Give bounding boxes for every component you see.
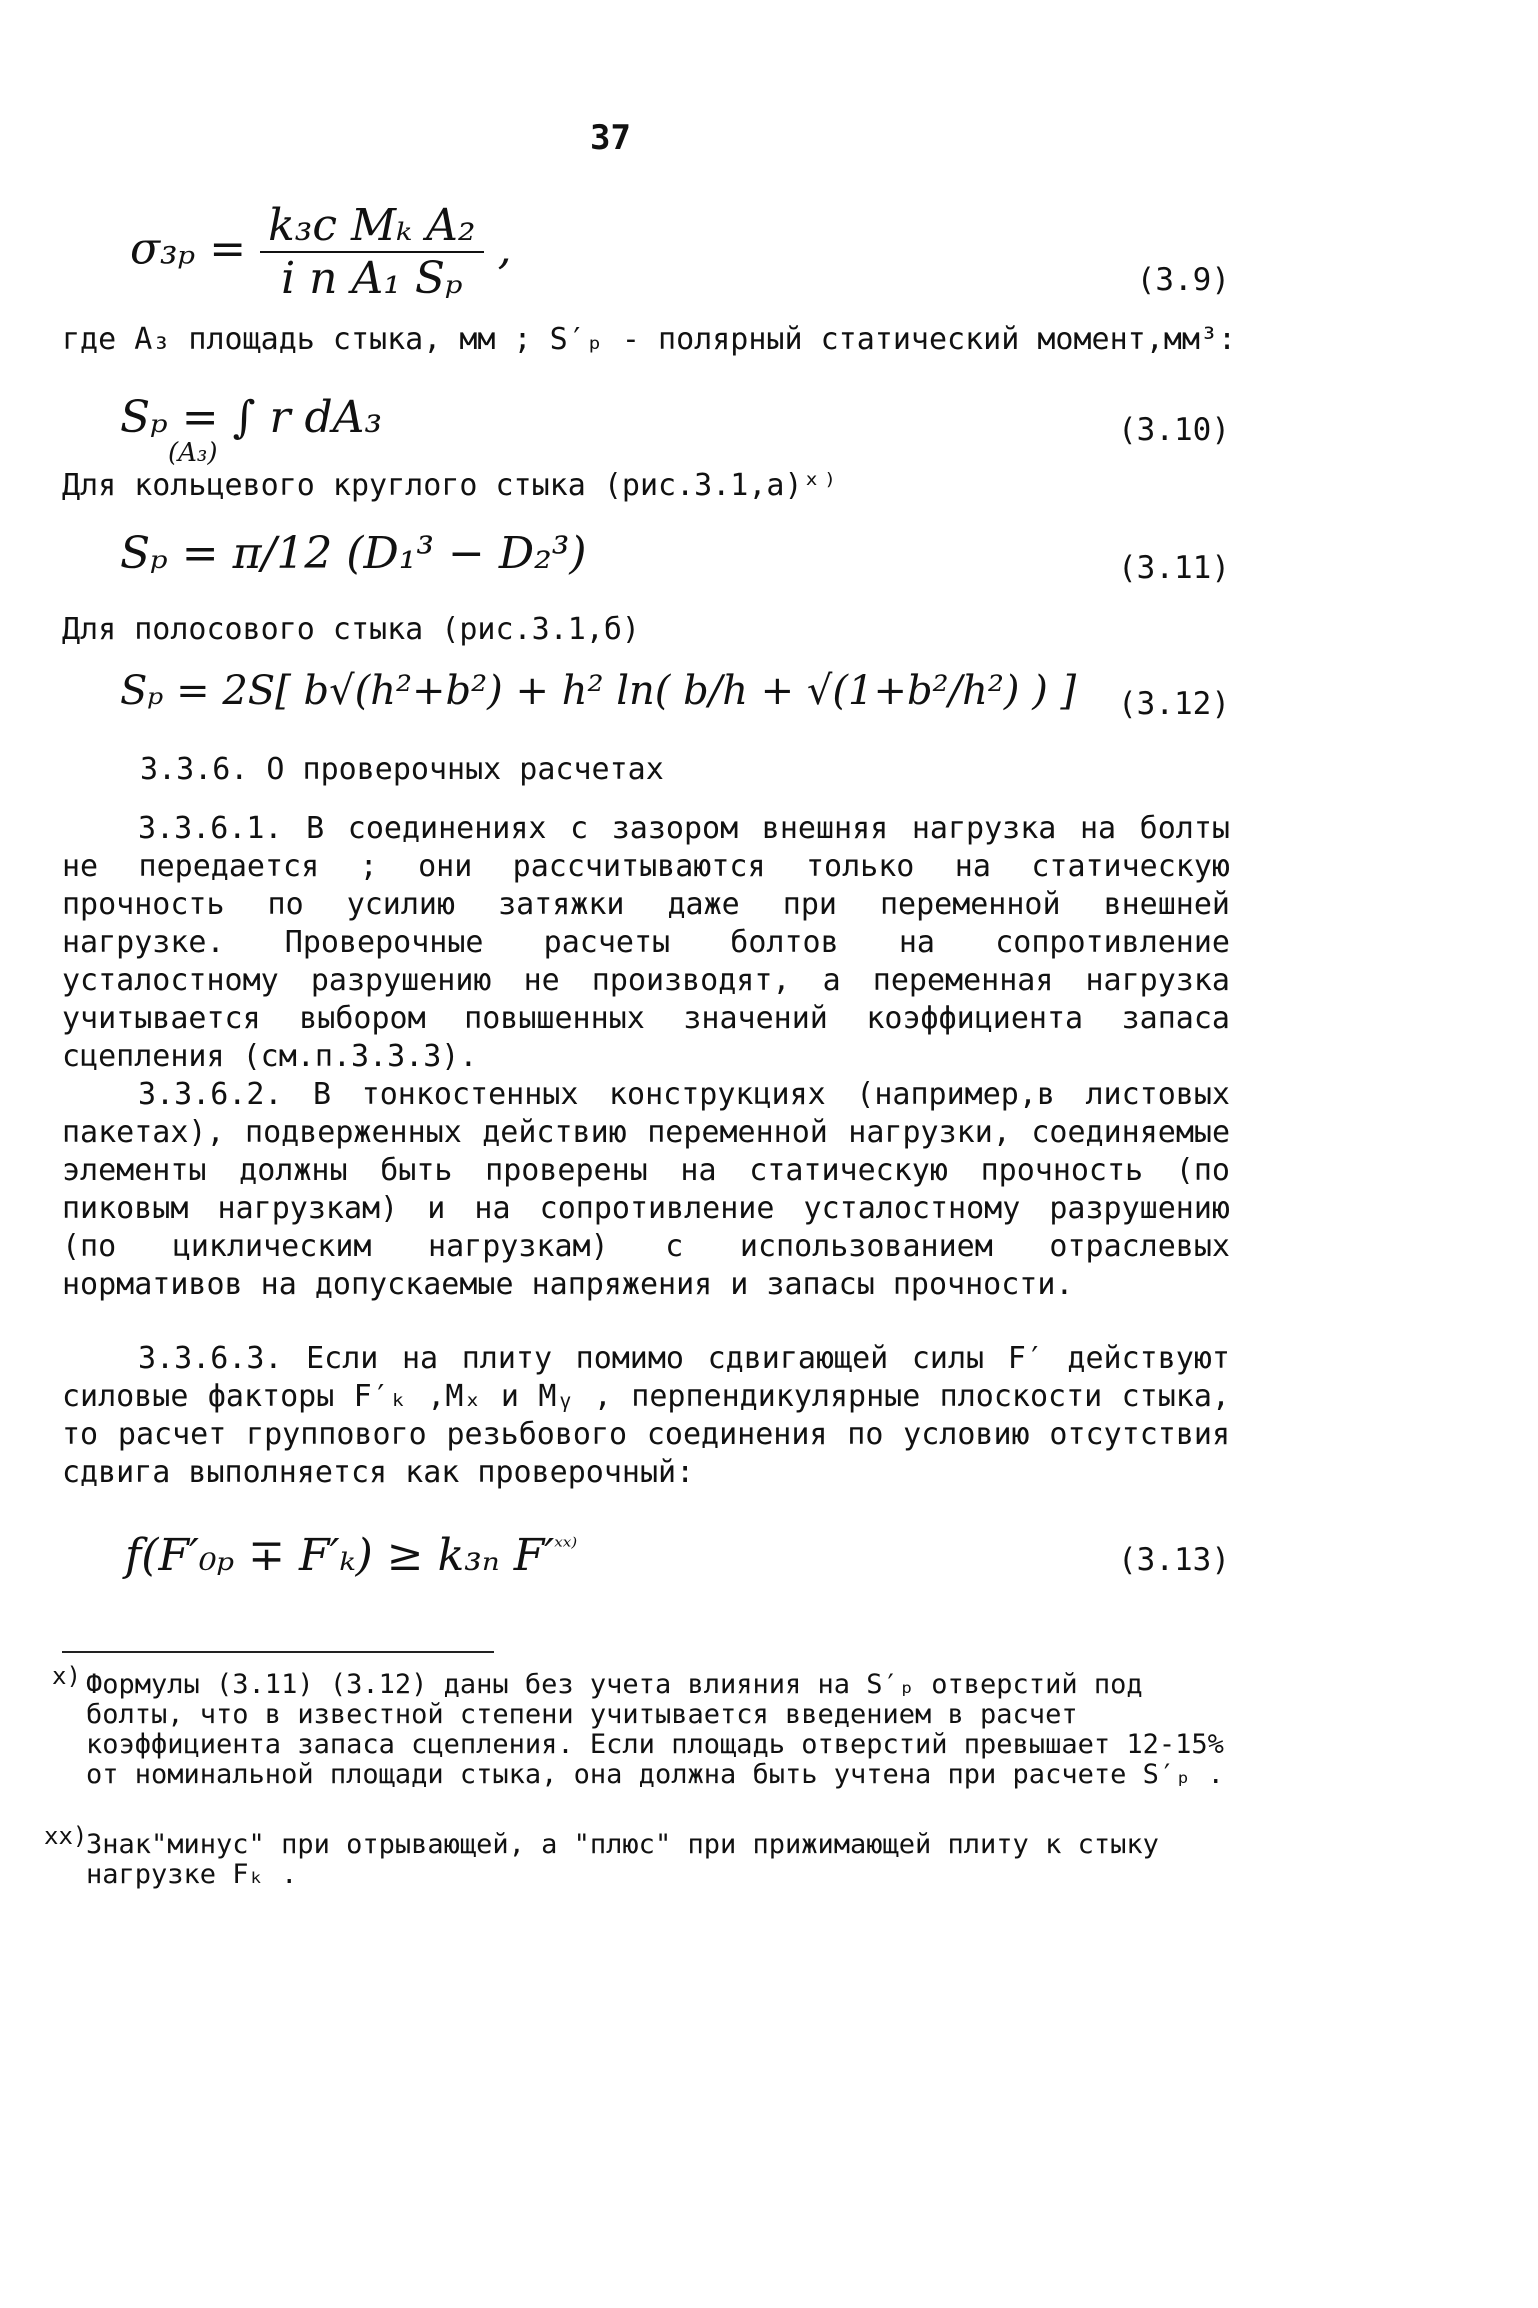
equation-3-9-denominator: i n A₁ Sₚ [281,253,463,304]
footnote-1: Формулы (3.11) (3.12) даны без учета влияния на S′ₚ отверстий под болты, что в известной степени учитывается введением в расчет коэффициента запаса сцепления. Если площадь отверстий превышает 12-15% от номинальной площади стыка, она должна быть учтена при расчете S′ₚ . [86,1669,1224,1790]
equation-3-9-numerator: k₃c Mₖ A₂ [260,200,483,253]
equation-3-11-number: (3.11) [1118,550,1230,586]
equation-3-9-lhs: σ₃ₚ = [130,223,247,275]
equation-3-13-formula: f(F′₀ₚ ∓ F′ₖ) ≥ k₃ₙ F′ [125,1530,555,1581]
equation-3-12-number: (3.12) [1118,686,1230,722]
footnote-2-mark: xx) [44,1822,88,1850]
where-line: где A₃ площадь стыка, мм ; S′ₚ - полярный статический момент,мм³: [62,322,1236,357]
paragraph-3-3-6-2 [62,1076,1230,1304]
equation-3-11: Sₚ = π/12 (D₁³ − D₂³) [120,528,587,579]
paragraph-3-3-6-2-text: 3.3.6.2. В тонкостенных конструкциях (например,в листовых пакетах), подверженных действию переменной нагрузки, соединяемые элементы должны быть проверены на статическую прочность (по пиковым нагрузкам) и на сопротивление усталостному разрушению (по циклическим нагрузкам) с использованием отраслевых нормативов на допускаемые напряжения и запасы прочности. [62,1077,1230,1302]
paragraph-3-3-6-1-text: 3.3.6.1. В соединениях с зазором внешняя нагрузка на болты не передается ; они рассчитываются только на статическую прочность по усилию затяжки даже при переменной внешней нагрузке. Проверочные расчеты болтов на сопротивление усталостному разрушению не производят, а переменная нагрузка учитывается выбором повышенных значений коэффициента запаса сцепления (см.п.3.3.3). [62,811,1230,1074]
equation-3-9 [130,200,512,304]
paragraph-3-3-6-3 [62,1340,1230,1492]
equation-3-13-number: (3.13) [1118,1542,1230,1578]
equation-3-9-number: (3.9) [1136,262,1230,298]
paragraph-3-3-6-1 [62,810,1230,1076]
page-number: 37 [590,118,631,158]
equation-3-13-mark: ˣˣ⁾ [554,1532,578,1561]
ring-joint-caption: Для кольцевого круглого стыка (рис.3.1,а)ˣ⁾ [62,468,839,503]
equation-3-9-tail: , [497,223,512,275]
equation-3-10 [120,392,382,443]
equation-3-10-number: (3.10) [1118,412,1230,448]
paragraph-3-3-6-3-text: 3.3.6.3. Если на плиту помимо сдвигающей силы F′ действуют силовые факторы F′ₖ ,Mₓ и Mᵧ , перпендикулярные плоскости стыка, то расчет группового резьбового соединения по условию отсутствия сдвига выполняется как проверочный: [62,1341,1230,1490]
footnote-rule [62,1651,494,1653]
equation-3-10-subscript: (A₃) [168,438,218,468]
strip-joint-caption: Для полосового стыка (рис.3.1,б) [62,612,640,647]
footnote-1-mark: x) [52,1662,81,1690]
equation-3-10-formula: Sₚ = ∫ r dA₃ [120,392,383,443]
section-heading: 3.3.6. О проверочных расчетах [140,752,664,787]
footnote-2: Знак"минус" при отрывающей, а "плюс" при прижимающей плиту к стыку нагрузке Fₖ . [86,1829,1159,1890]
equation-3-9-fraction [260,200,483,304]
equation-3-13 [125,1530,577,1581]
equation-3-12: Sₚ = 2S[ b√(h²+b²) + h² ln( b/h + √(1+b²/h²) ) ] [120,668,1077,714]
